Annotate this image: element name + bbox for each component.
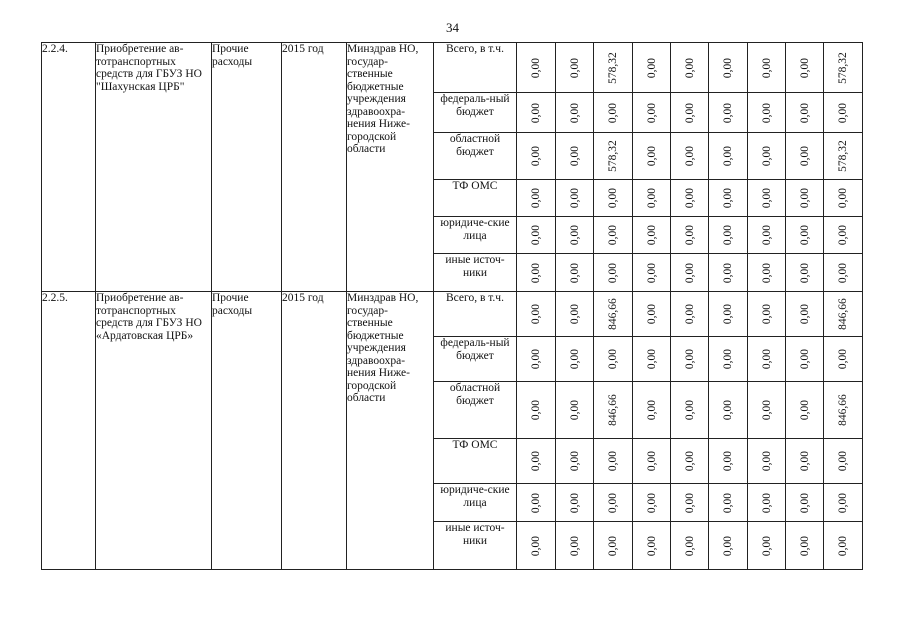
value-cell xyxy=(671,484,709,522)
expense-type: Прочие расходы xyxy=(212,292,282,570)
value-cell xyxy=(824,292,863,337)
value-cell xyxy=(824,133,863,180)
value-cell xyxy=(709,522,748,570)
value-text: 0,00 xyxy=(606,262,619,283)
value-text: 0,00 xyxy=(606,535,619,556)
value-text: 0,00 xyxy=(798,102,811,123)
budget-table xyxy=(41,42,863,570)
value-cell xyxy=(556,292,594,337)
value-cell xyxy=(517,337,556,382)
value-cell xyxy=(517,93,556,133)
value-cell xyxy=(517,522,556,570)
value-text: 0,00 xyxy=(568,303,581,325)
value-cell xyxy=(633,439,671,484)
value-cell xyxy=(824,337,863,382)
value-cell xyxy=(709,180,748,217)
value-cell xyxy=(556,337,594,382)
value-text: 0,00 xyxy=(529,57,542,78)
funding-source-label: иные источ-ники xyxy=(434,254,517,292)
value-text: 0,00 xyxy=(568,399,581,421)
value-text: 0,00 xyxy=(798,399,811,421)
value-cell xyxy=(748,439,786,484)
value-cell xyxy=(594,382,633,439)
value-cell xyxy=(824,180,863,217)
value-text: 0,00 xyxy=(721,145,734,167)
value-text: 0,00 xyxy=(760,187,773,209)
value-cell xyxy=(556,180,594,217)
value-cell xyxy=(556,254,594,292)
value-text: 0,00 xyxy=(568,187,581,209)
value-cell xyxy=(594,133,633,180)
value-text: 846,66 xyxy=(836,394,849,426)
value-text: 0,00 xyxy=(606,492,619,513)
value-text: 578,32 xyxy=(606,140,619,172)
value-text: 0,00 xyxy=(760,262,773,283)
value-text: 0,00 xyxy=(836,492,849,513)
value-text: 0,00 xyxy=(568,450,581,472)
value-text: 0,00 xyxy=(721,348,734,370)
value-text: 0,00 xyxy=(798,262,811,283)
value-cell xyxy=(748,484,786,522)
value-cell xyxy=(517,217,556,254)
value-text: 0,00 xyxy=(645,450,658,472)
value-cell xyxy=(633,337,671,382)
item-code: 2.2.4. xyxy=(42,43,96,292)
funding-source-label: федераль-ный бюджет xyxy=(434,337,517,382)
value-cell xyxy=(824,439,863,484)
value-cell xyxy=(748,93,786,133)
value-cell xyxy=(633,133,671,180)
value-cell xyxy=(748,382,786,439)
value-cell xyxy=(748,254,786,292)
item-code: 2.2.5. xyxy=(42,292,96,570)
value-cell xyxy=(671,217,709,254)
value-cell xyxy=(594,439,633,484)
value-cell xyxy=(709,337,748,382)
value-text: 846,66 xyxy=(606,394,619,426)
value-text: 0,00 xyxy=(760,450,773,472)
value-cell xyxy=(633,180,671,217)
funding-source-label: юридиче-ские лица xyxy=(434,484,517,522)
value-cell xyxy=(594,93,633,133)
funding-source-label: юридиче-ские лица xyxy=(434,217,517,254)
value-text: 0,00 xyxy=(683,57,696,78)
value-text: 578,32 xyxy=(836,51,849,84)
value-text: 0,00 xyxy=(645,303,658,325)
value-text: 0,00 xyxy=(836,535,849,556)
value-cell xyxy=(671,292,709,337)
value-text: 0,00 xyxy=(760,102,773,123)
value-cell xyxy=(786,217,824,254)
value-cell xyxy=(517,133,556,180)
value-text: 0,00 xyxy=(683,535,696,556)
value-cell xyxy=(671,133,709,180)
value-text: 0,00 xyxy=(529,102,542,123)
value-cell xyxy=(786,133,824,180)
expense-type: Прочие расходы xyxy=(212,43,282,292)
value-text: 0,00 xyxy=(760,145,773,167)
value-text: 0,00 xyxy=(836,450,849,472)
value-text: 0,00 xyxy=(721,303,734,325)
value-cell xyxy=(556,43,594,93)
value-cell xyxy=(709,217,748,254)
value-cell xyxy=(594,522,633,570)
value-cell xyxy=(594,43,633,93)
value-text: 0,00 xyxy=(798,492,811,513)
value-text: 0,00 xyxy=(721,187,734,209)
value-cell xyxy=(824,254,863,292)
value-text: 0,00 xyxy=(645,535,658,556)
value-cell xyxy=(594,254,633,292)
value-text: 0,00 xyxy=(645,224,658,246)
value-text: 0,00 xyxy=(568,224,581,246)
value-text: 0,00 xyxy=(683,145,696,167)
value-text: 0,00 xyxy=(529,535,542,556)
value-cell xyxy=(786,337,824,382)
value-text: 0,00 xyxy=(529,399,542,421)
value-cell xyxy=(824,43,863,93)
value-cell xyxy=(633,292,671,337)
value-cell xyxy=(709,133,748,180)
value-text: 0,00 xyxy=(683,303,696,325)
value-text: 0,00 xyxy=(645,348,658,370)
value-cell xyxy=(748,217,786,254)
value-cell xyxy=(748,133,786,180)
value-text: 0,00 xyxy=(798,348,811,370)
value-cell xyxy=(517,292,556,337)
value-text: 0,00 xyxy=(836,262,849,283)
value-cell xyxy=(517,43,556,93)
value-cell xyxy=(633,484,671,522)
value-cell xyxy=(748,522,786,570)
value-text: 0,00 xyxy=(529,145,542,167)
value-cell xyxy=(824,217,863,254)
value-text: 0,00 xyxy=(529,492,542,513)
value-cell xyxy=(748,43,786,93)
value-text: 0,00 xyxy=(721,399,734,421)
value-text: 846,66 xyxy=(606,298,619,330)
value-text: 0,00 xyxy=(645,102,658,123)
value-text: 0,00 xyxy=(606,348,619,370)
value-cell xyxy=(786,382,824,439)
item-executor: Минздрав НО, государ-ственные бюджетные учреждения здравоохра-нения Ниже-городской области xyxy=(347,292,434,570)
value-text: 0,00 xyxy=(836,348,849,370)
value-text: 0,00 xyxy=(836,224,849,246)
value-cell xyxy=(671,439,709,484)
funding-source-label: ТФ ОМС xyxy=(434,439,517,484)
funding-source-label: федераль-ный бюджет xyxy=(434,93,517,133)
value-cell xyxy=(748,337,786,382)
value-cell xyxy=(786,180,824,217)
value-text: 0,00 xyxy=(683,262,696,283)
value-text: 0,00 xyxy=(606,450,619,472)
value-text: 0,00 xyxy=(798,303,811,325)
value-text: 0,00 xyxy=(683,450,696,472)
value-cell xyxy=(709,484,748,522)
value-cell xyxy=(517,439,556,484)
item-year: 2015 год xyxy=(282,292,347,570)
value-cell xyxy=(786,439,824,484)
value-text: 0,00 xyxy=(568,348,581,370)
value-text: 0,00 xyxy=(568,262,581,283)
table-row xyxy=(42,43,863,93)
value-cell xyxy=(671,93,709,133)
value-text: 0,00 xyxy=(760,224,773,246)
value-text: 0,00 xyxy=(529,187,542,209)
value-text: 0,00 xyxy=(798,187,811,209)
value-cell xyxy=(709,439,748,484)
value-text: 0,00 xyxy=(721,535,734,556)
value-cell xyxy=(786,484,824,522)
value-cell xyxy=(633,217,671,254)
value-cell xyxy=(594,337,633,382)
funding-source-label: иные источ-ники xyxy=(434,522,517,570)
value-cell xyxy=(633,254,671,292)
value-cell xyxy=(633,522,671,570)
value-cell xyxy=(517,180,556,217)
value-cell xyxy=(709,43,748,93)
value-text: 0,00 xyxy=(529,224,542,246)
value-text: 0,00 xyxy=(645,57,658,78)
value-text: 0,00 xyxy=(721,262,734,283)
value-cell xyxy=(748,180,786,217)
value-cell xyxy=(594,217,633,254)
value-cell xyxy=(556,133,594,180)
value-cell xyxy=(709,254,748,292)
value-text: 0,00 xyxy=(721,450,734,472)
value-text: 0,00 xyxy=(529,450,542,472)
value-cell xyxy=(671,382,709,439)
funding-source-label: Всего, в т.ч. xyxy=(434,43,517,93)
value-cell xyxy=(786,292,824,337)
value-text: 0,00 xyxy=(568,145,581,167)
funding-source-label: областной бюджет xyxy=(434,382,517,439)
value-text: 0,00 xyxy=(568,57,581,78)
value-text: 0,00 xyxy=(529,262,542,283)
value-text: 0,00 xyxy=(568,102,581,123)
value-text: 0,00 xyxy=(798,535,811,556)
value-cell xyxy=(671,522,709,570)
value-text: 0,00 xyxy=(645,262,658,283)
value-cell xyxy=(594,484,633,522)
value-text: 0,00 xyxy=(529,303,542,325)
value-text: 0,00 xyxy=(568,492,581,513)
value-text: 0,00 xyxy=(683,187,696,209)
funding-source-label: ТФ ОМС xyxy=(434,180,517,217)
value-text: 0,00 xyxy=(721,102,734,123)
item-name: Приобретение ав-тотранспортных средств для ГБУЗ НО «Ардатовская ЦРБ» xyxy=(96,292,212,570)
value-text: 578,32 xyxy=(606,51,619,84)
value-cell xyxy=(824,382,863,439)
value-text: 0,00 xyxy=(836,187,849,209)
value-cell xyxy=(556,439,594,484)
value-cell xyxy=(786,93,824,133)
value-cell xyxy=(709,93,748,133)
funding-source-label: Всего, в т.ч. xyxy=(434,292,517,337)
value-text: 0,00 xyxy=(683,492,696,513)
funding-source-label: областной бюджет xyxy=(434,133,517,180)
value-text: 0,00 xyxy=(606,102,619,123)
value-text: 0,00 xyxy=(760,303,773,325)
value-cell xyxy=(671,180,709,217)
value-cell xyxy=(824,484,863,522)
value-cell xyxy=(671,337,709,382)
value-cell xyxy=(824,522,863,570)
value-cell xyxy=(824,93,863,133)
value-cell xyxy=(556,382,594,439)
value-cell xyxy=(709,382,748,439)
value-text: 0,00 xyxy=(760,348,773,370)
value-text: 0,00 xyxy=(683,348,696,370)
value-cell xyxy=(594,180,633,217)
value-cell xyxy=(633,93,671,133)
value-cell xyxy=(633,382,671,439)
value-text: 0,00 xyxy=(683,102,696,123)
value-cell xyxy=(709,292,748,337)
value-text: 0,00 xyxy=(760,535,773,556)
value-text: 0,00 xyxy=(760,57,773,78)
value-cell xyxy=(748,292,786,337)
table-row xyxy=(42,292,863,337)
value-cell xyxy=(556,217,594,254)
value-text: 0,00 xyxy=(721,57,734,78)
value-cell xyxy=(633,43,671,93)
page-number: 34 xyxy=(446,20,459,35)
value-cell xyxy=(786,522,824,570)
value-text: 0,00 xyxy=(798,145,811,167)
value-text: 846,66 xyxy=(836,298,849,330)
table-body xyxy=(42,43,863,570)
value-cell xyxy=(556,93,594,133)
value-text: 0,00 xyxy=(606,224,619,246)
value-cell xyxy=(786,254,824,292)
value-cell xyxy=(671,43,709,93)
value-text: 0,00 xyxy=(645,399,658,421)
value-text: 0,00 xyxy=(606,187,619,209)
value-cell xyxy=(594,292,633,337)
value-cell xyxy=(671,254,709,292)
value-text: 0,00 xyxy=(798,450,811,472)
item-executor: Минздрав НО, государ-ственные бюджетные учреждения здравоохра-нения Ниже-городской области xyxy=(347,43,434,292)
value-cell xyxy=(517,484,556,522)
value-text: 0,00 xyxy=(760,492,773,513)
value-text: 0,00 xyxy=(798,224,811,246)
value-text: 0,00 xyxy=(645,145,658,167)
value-text: 0,00 xyxy=(760,399,773,421)
value-text: 0,00 xyxy=(721,492,734,513)
value-text: 0,00 xyxy=(836,102,849,123)
value-text: 0,00 xyxy=(798,57,811,78)
item-year: 2015 год xyxy=(282,43,347,292)
value-cell xyxy=(517,382,556,439)
item-name: Приобретение ав-тотранспортных средств для ГБУЗ НО "Шахунская ЦРБ" xyxy=(96,43,212,292)
value-text: 0,00 xyxy=(683,399,696,421)
value-text: 0,00 xyxy=(683,224,696,246)
value-cell xyxy=(556,522,594,570)
value-cell xyxy=(556,484,594,522)
value-text: 0,00 xyxy=(721,224,734,246)
value-text: 0,00 xyxy=(529,348,542,370)
value-cell xyxy=(517,254,556,292)
value-text: 578,32 xyxy=(836,140,849,172)
value-cell xyxy=(786,43,824,93)
value-text: 0,00 xyxy=(568,535,581,556)
value-text: 0,00 xyxy=(645,187,658,209)
value-text: 0,00 xyxy=(645,492,658,513)
